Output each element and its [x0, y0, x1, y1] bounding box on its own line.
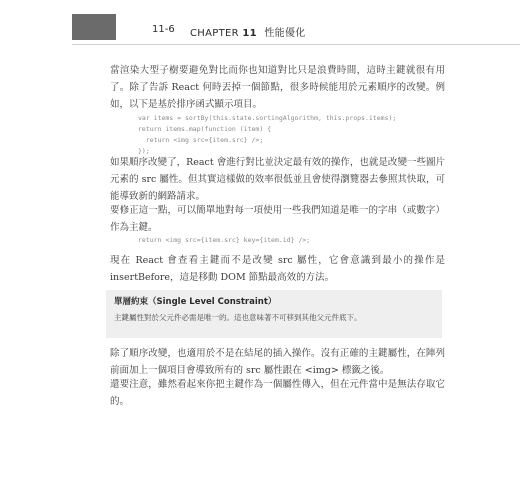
code-line: });	[138, 147, 150, 155]
chapter-heading	[190, 24, 306, 39]
note-box	[106, 290, 442, 338]
code-line: return items.map(function (item) {	[138, 125, 272, 133]
chapter-number: 11	[242, 28, 257, 39]
note-title: 單層約束（Single Level Constraint）	[114, 297, 277, 307]
paragraph-5: 除了順序改變，也適用於不是在結尾的插入操作。沒有正確的主鍵屬性，在陣列前面加上一個項目會導致所有的 src 屬性跟在 <img> 標籤之後。	[110, 348, 445, 376]
chapter-label: CHAPTER	[190, 28, 239, 39]
chapter-title: 性能優化	[264, 28, 306, 39]
page-number: 11-6	[152, 24, 175, 35]
code-line: return <img src={item.src} />;	[138, 136, 264, 144]
paragraph-2: 如果順序改變了，React 會進行對比並決定最有效的操作，也就是改變一些圖片元素的 src 屬性。但其實這樣做的效率很低並且會使得瀏覽器去參照其快取，可能導致新的網路請求。	[110, 157, 445, 202]
paragraph-4: 現在 React 會查看主鍵而不是改變 src 屬性，它會意識到最小的操作是 insertBefore，這是移動 DOM 節點最高效的方法。	[110, 255, 445, 283]
note-body: 主鍵屬性對於父元件必需是唯一的。這也意味著不可移到其他父元件底下。	[114, 313, 362, 322]
paragraph-3: 要修正這一點，可以簡單地對每一項使用一些我們知道是唯一的字串（或數字）作為主鍵。	[110, 205, 445, 233]
code-line: return <img src={item.src} key={item.id} />;	[138, 236, 311, 244]
code-line: var items = sortBy(this.state.sortingAlgorithm, this.props.items);	[138, 114, 397, 122]
page-tab-marker	[72, 14, 116, 40]
page-header	[72, 0, 520, 45]
paragraph-6: 還要注意，雖然看起來你把主鍵作為一個屬性傳入，但在元件當中是無法存取它的。	[110, 379, 445, 407]
paragraph-1: 當渲染大型子樹要避免對比而你也知道對比只是浪費時間，這時主鍵就很有用了。除了告訴 React 何時丟掉一個節點，很多時候能用於元素順序的改變。例如，以下是基於排序函式顯示項目。	[110, 65, 445, 110]
code-block-1	[138, 113, 396, 157]
code-block-2	[138, 235, 310, 246]
